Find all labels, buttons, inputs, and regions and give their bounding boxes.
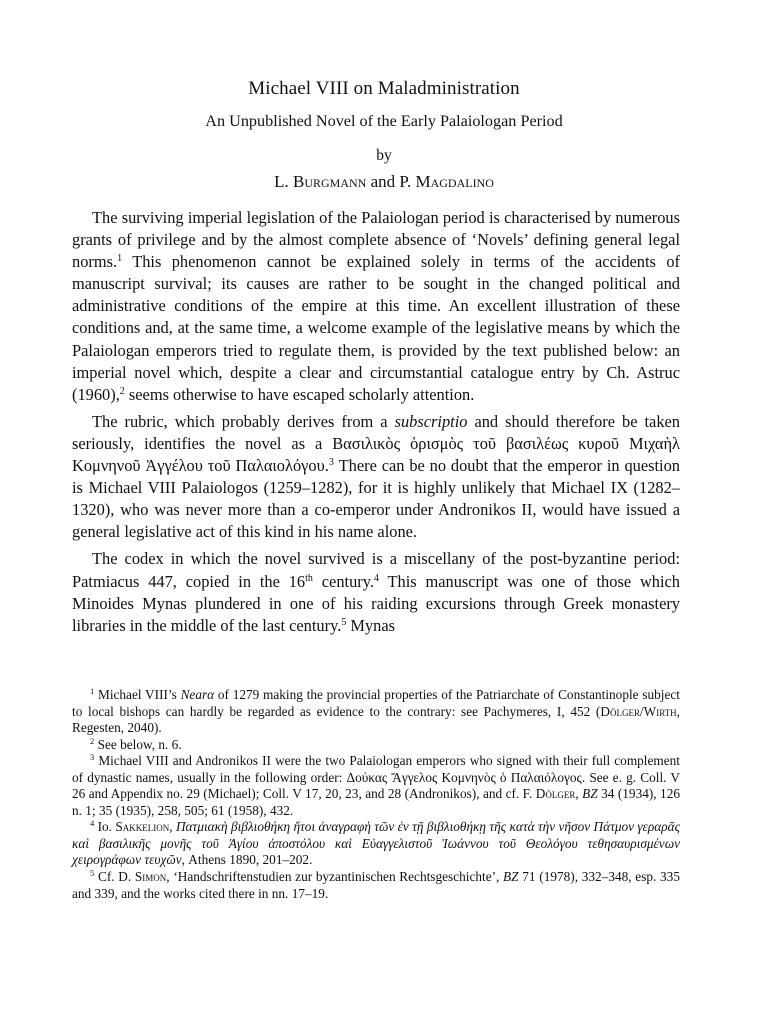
fn4-text-a: Io. xyxy=(94,819,116,835)
footnote-1 xyxy=(72,687,680,737)
author1-initial: L. xyxy=(274,172,289,191)
fn4-title: Πατμιακὴ βιβλιοθήκη ἤτοι ἀναγραφὴ τῶν ἐν τῇ βιβλιοθήκῃ τῆς κατὰ τὴν νῆσον Πάτμον γεραρᾶς καὶ βασιλικῆς μονῆς τοῦ Ἁγίου ἀποστόλου καὶ Εὐαγγελιστοῦ Ἰωάννου τοῦ Θεολόγου τεθησαυρισμένων χειρογράφων τευχῶν xyxy=(72,819,680,868)
p1-text-c: seems otherwise to have escaped scholarly attention. xyxy=(124,384,475,404)
p3-text-b: century. xyxy=(312,571,374,591)
fn4-author: Sakkelion xyxy=(115,819,170,835)
fn3-author: Dölger xyxy=(535,786,576,802)
paragraph-1 xyxy=(72,207,680,406)
p3-text-d: Mynas xyxy=(346,615,396,635)
fn5-text-c: 71 (1978), 332–348, esp. 335 and 339, and the works cited there in nn. 17–19. xyxy=(72,869,680,901)
fn4-text-c: , Athens 1890, 201–202. xyxy=(181,852,313,868)
fn5-author: Simon xyxy=(134,869,167,885)
footnote-ref-4: 4 xyxy=(373,572,379,584)
paragraph-3 xyxy=(72,548,680,636)
footnotes xyxy=(72,687,680,902)
author2-initial: P. xyxy=(399,172,412,191)
footnote-2-number: 2 xyxy=(90,735,95,746)
footnote-ref-2: 2 xyxy=(119,385,125,397)
byline-by: by xyxy=(376,147,392,164)
p3-text-c: This manuscript was one of those which Minoides Mynas plundered in one of his raiding excursions through Greek monastery libraries in the middle of the last century. xyxy=(72,571,680,635)
footnote-4 xyxy=(72,819,680,869)
footnote-ref-3: 3 xyxy=(328,457,334,469)
ordinal-suffix: th xyxy=(305,572,313,584)
footnote-2 xyxy=(72,737,680,754)
fn5-text-a: Cf. D. xyxy=(94,869,135,885)
body-text xyxy=(72,207,680,642)
fn4-text-b: , xyxy=(169,819,176,835)
footnote-5 xyxy=(72,869,680,902)
fn5-text-b: , ‘Handschriftenstudien zur byzantinischen Rechtsgeschichte’, xyxy=(166,869,504,885)
footnote-1-number: 1 xyxy=(90,686,95,696)
p3-text-a: The codex in which the novel survived is a miscellany of the post-byzantine period: Patmiacus 447, copied in the 16 xyxy=(72,549,680,591)
footnote-5-number: 5 xyxy=(90,868,95,879)
footnote-3-number: 3 xyxy=(90,752,95,763)
article-title: Michael VIII on Maladministration xyxy=(248,78,520,99)
p2-text-b: and should therefore be taken seriously, identifies the novel as a Βασιλικὸς ὁρισμὸς τοῦ βασιλέως κυροῦ Μιχαὴλ Κομνηνοῦ Ἀγγέλου τοῦ Παλαιολόγου. xyxy=(72,411,680,476)
fn3-journal: BZ xyxy=(582,786,598,802)
paragraph-2 xyxy=(72,411,680,544)
article-subtitle: An Unpublished Novel of the Early Palaiologan Period xyxy=(205,112,563,130)
footnote-3 xyxy=(72,753,680,819)
footnote-ref-5: 5 xyxy=(341,616,347,628)
author1-name: Burgmann xyxy=(292,172,367,191)
p2-text-a: The rubric, which probably derives from a xyxy=(92,411,395,431)
footnote-4-number: 4 xyxy=(90,818,95,829)
fn1-text-b: of 1279 making the provincial properties of the Patriarchate of Constantinople subject to local bishops can hardly be regarded as evidence to the contrary: see Pachymeres, I, 452 ( xyxy=(72,687,680,719)
p2-text-c: There can be no doubt that the emperor in question is Michael VIII Palaiologos (1259–1282), for it is highly unlikely that Michael IX (1282–1320), who was never more than a co-emperor under Andronikos II, would have issued a general legislative act of this kind in his name alone. xyxy=(72,456,680,542)
footnote-ref-1: 1 xyxy=(117,253,123,265)
fn3-text-a: Michael VIII and Andronikos II were the two Palaiologan emperors who signed with their full complement of dynastic names, usually in the following order: Δούκας Ἄγγελος Κομνηνὸς ὁ Παλαιόλογος. See e. g. Coll. V 26 and Appendix no. 29 (Michael); Coll. V 17, 20, 23, and 28 (Andronikos), and cf. F. xyxy=(72,753,680,802)
fn3-text-c: 34 (1934), 126 n. 1; 35 (1935), 258, 505; 61 (1958), 432. xyxy=(72,786,681,818)
author2-name: Magdalino xyxy=(415,172,494,191)
author-and: and xyxy=(370,172,396,191)
author-line xyxy=(0,172,768,192)
fn5-journal: BZ xyxy=(503,869,519,885)
fn1-text-a: Michael VIII’s xyxy=(94,687,181,702)
p1-text-a: The surviving imperial legislation of the Palaiologan period is characterised by numerous grants of privilege and by the almost complete absence of ‘Novels’ defining general legal norms. xyxy=(72,208,680,272)
fn1-author: Dölger/Wirth xyxy=(600,703,677,719)
p1-text-b: This phenomenon cannot be explained solely in terms of the accidents of manuscript survival; its causes are rather to be sought in the changed political and administrative conditions of the empire at this time. An excellent illustration of these conditions and, at the same time, a welcome example of the legislative means by which the Palaiologan emperors tried to regulate them, is provided by the text published below: an imperial novel which, despite a clear and circumstantial catalogue entry by Ch. Astruc (1960), xyxy=(72,252,680,404)
fn3-text-b: , xyxy=(575,786,583,802)
fn1-emphasis: Nearα xyxy=(180,687,215,702)
fn2-text: See below, n. 6. xyxy=(94,736,182,752)
fn1-text-c: , Regesten, 2040). xyxy=(72,703,680,736)
p2-emphasis: subscriptio xyxy=(394,411,468,431)
